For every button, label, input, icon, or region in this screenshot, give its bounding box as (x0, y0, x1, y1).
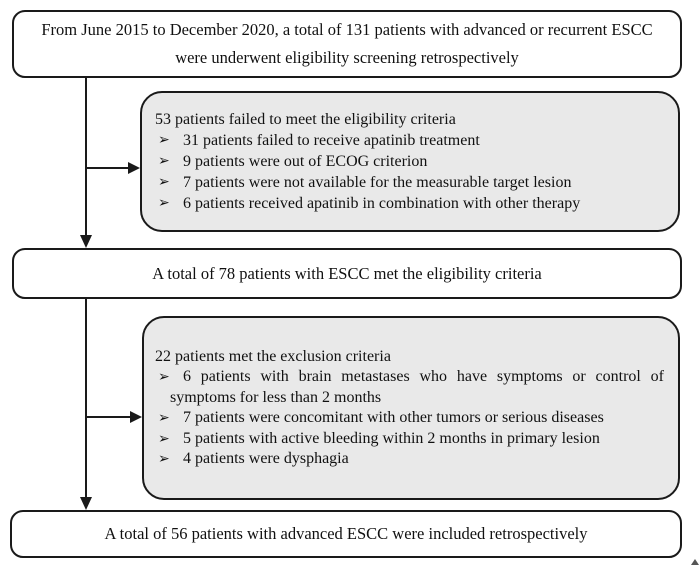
list-item-text: 9 patients were out of ECOG criterion (183, 153, 428, 170)
list-item (155, 193, 664, 214)
connector-branch-2 (86, 416, 130, 418)
screening-box-line-1: From June 2015 to December 2020, a total of 131 patients with advanced or recurrent ESCC (41, 20, 653, 39)
list-item (155, 429, 664, 450)
list-item (155, 449, 664, 470)
list-item-text: 7 patients were concomitant with other tumors or serious diseases (183, 409, 604, 426)
list-item-text: 6 patients received apatinib in combination with other therapy (183, 195, 581, 212)
arrowhead-right-icon (130, 411, 142, 423)
eligibility-failed-title: 53 patients failed to meet the eligibility criteria (155, 111, 456, 128)
exclusion-list (155, 367, 664, 470)
corner-artifact-mark (691, 559, 699, 565)
arrowhead-bullet-icon: ➢ (158, 174, 170, 190)
connector-branch-1 (86, 167, 128, 169)
list-item (155, 130, 664, 151)
arrowhead-bullet-icon: ➢ (158, 410, 170, 426)
eligible-box-text: A total of 78 patients with ESCC met the eligibility criteria (152, 263, 542, 283)
included-box-text: A total of 56 patients with advanced ESCC were included retrospectively (104, 524, 588, 543)
arrowhead-bullet-icon: ➢ (158, 153, 170, 169)
arrowhead-right-icon (128, 162, 140, 174)
list-item (155, 151, 664, 172)
arrowhead-bullet-icon: ➢ (158, 369, 170, 385)
eligible-box (12, 248, 682, 299)
arrowhead-bullet-icon: ➢ (158, 451, 170, 467)
included-box (10, 510, 682, 558)
list-item-text: 6 patients with brain metastases who have symptoms or control of symptoms for less than 2 months (170, 368, 664, 406)
list-item-text: 31 patients failed to receive apatinib treatment (183, 132, 480, 149)
connector-vertical-2 (85, 299, 87, 497)
screening-box-line-2: were underwent eligibility screening retrospectively (175, 48, 519, 67)
list-item-text: 7 patients were not available for the measurable target lesion (183, 174, 572, 191)
arrowhead-down-icon (80, 235, 92, 248)
exclusion-box (142, 316, 680, 500)
arrowhead-bullet-icon: ➢ (158, 195, 170, 211)
list-item-text: 5 patients with active bleeding within 2 months in primary lesion (183, 429, 600, 447)
arrowhead-bullet-icon: ➢ (158, 132, 170, 148)
eligibility-failed-box (140, 91, 680, 232)
eligibility-failed-list (155, 130, 664, 214)
arrowhead-down-icon (80, 497, 92, 510)
screening-box (12, 10, 682, 78)
connector-vertical-1 (85, 78, 87, 235)
list-item (155, 367, 664, 408)
exclusion-title: 22 patients met the exclusion criteria (155, 347, 391, 365)
list-item (155, 172, 664, 193)
arrowhead-bullet-icon: ➢ (158, 430, 170, 447)
list-item-text: 4 patients were dysphagia (183, 450, 349, 467)
list-item (155, 408, 664, 429)
